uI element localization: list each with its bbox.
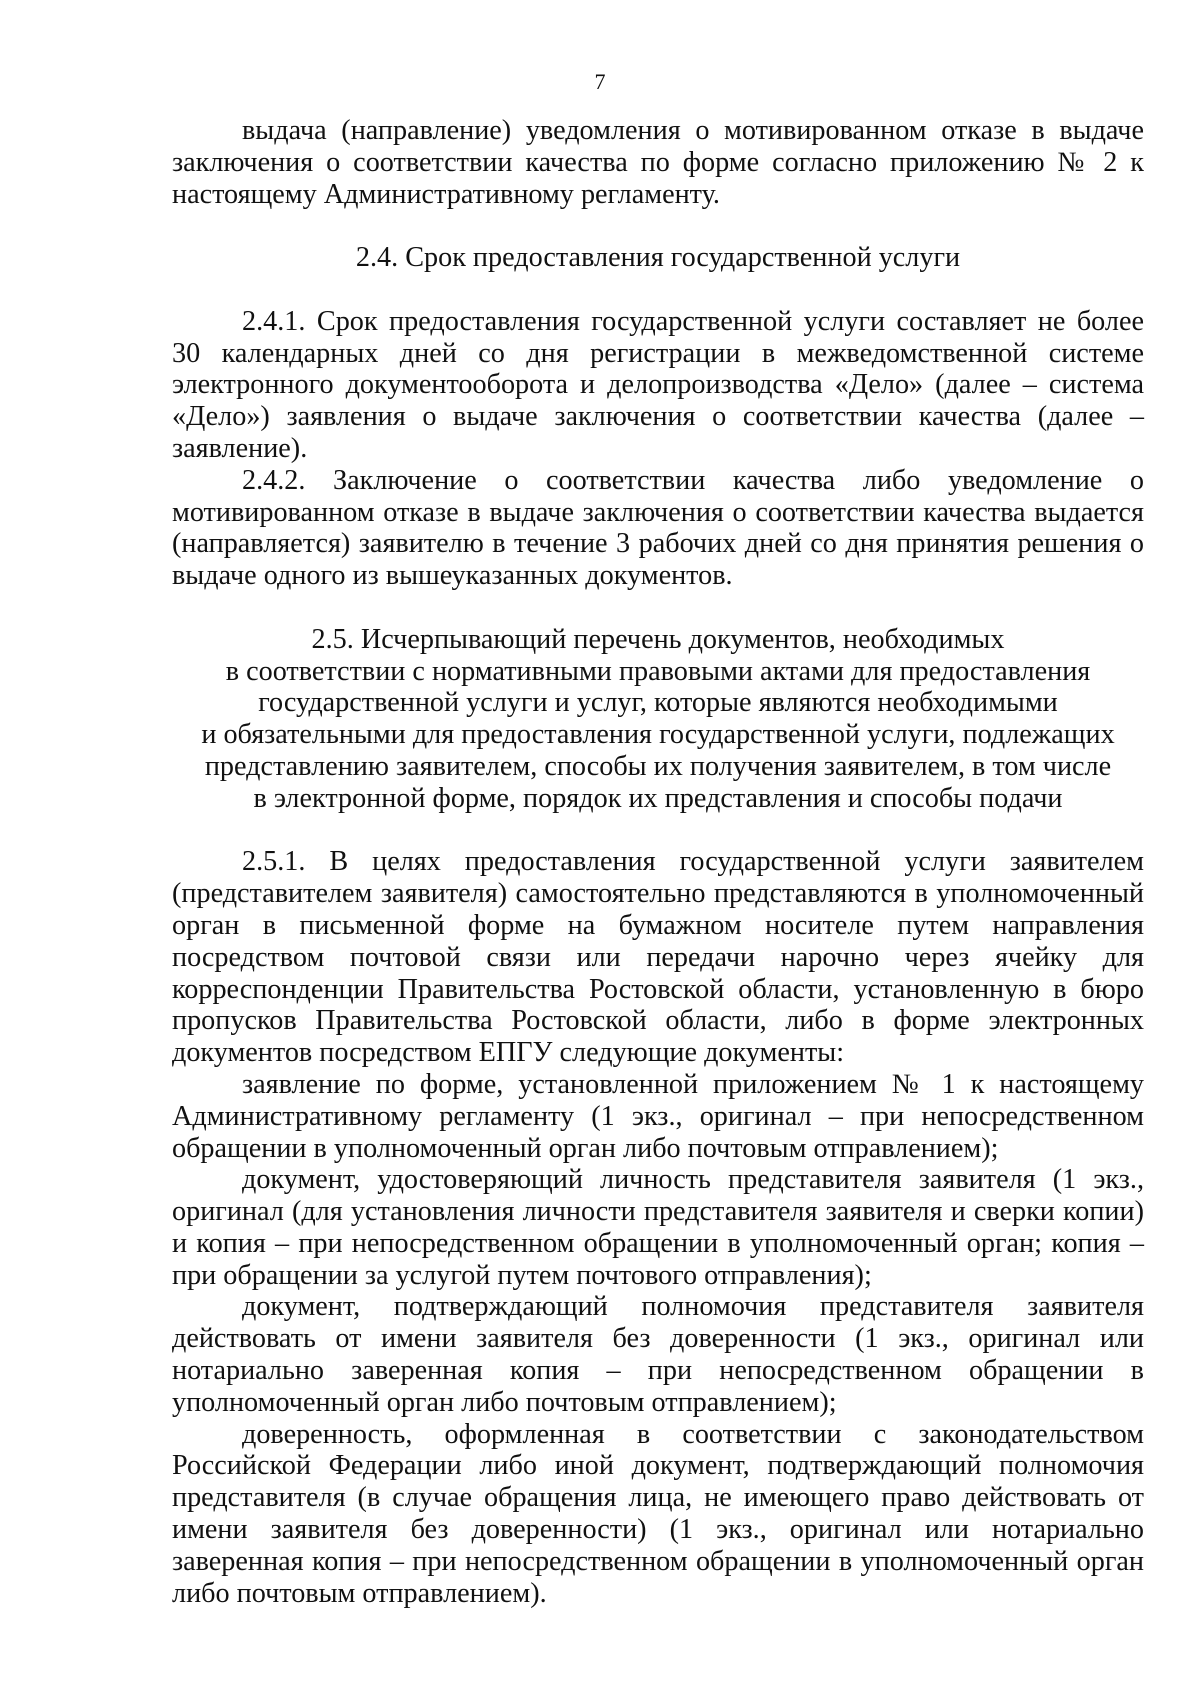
paragraph-refusal-notice: выдача (направление) уведомления о мотивированном отказе в выдаче заключения о соответствии качества по форме согласно приложению № 2 к настоящему Административному регламенту. [172, 115, 1144, 210]
spacer [172, 274, 1144, 306]
heading-line: представлению заявителем, способы их получения заявителем, в том числе [204, 750, 1112, 782]
paragraph-2-5-1: 2.5.1. В целях предоставления государственной услуги заявителем (представителем заявителя) самостоятельно представляются в уполномоченный орган в письменной форме на бумажном носителе путем направления посредством почтовой связи или передачи нарочно через ячейку для корреспонденции Правительства Ростовской области, установленную в бюро пропусков Правительства Ростовской области, либо в форме электронных документов посредством ЕПГУ следующие документы: [172, 846, 1144, 1069]
heading-line: государственной услуги и услуг, которые являются необходимыми [258, 687, 1058, 719]
heading-line: в соответствии с нормативными правовыми актами для предоставления [225, 655, 1091, 687]
heading-line: 2.5. Исчерпывающий перечень документов, необходимых [311, 623, 1005, 655]
paragraph-2-4-2: 2.4.2. Заключение о соответствии качества либо уведомление о мотивированном отказе в выдаче заключения о соответствии качества выдается (направляется) заявителю в течение 3 рабочих дней со дня принятия решения о выдаче одного из вышеуказанных документов. [172, 464, 1144, 592]
spacer [172, 210, 1144, 242]
list-item-application: заявление по форме, установленной приложением № 1 к настоящему Административному регламенту (1 экз., оригинал – при непосредственном обращении в уполномоченный орган либо почтовым отправлением); [172, 1068, 1144, 1164]
heading-line: и обязательными для предоставления государственной услуги, подлежащих [201, 719, 1115, 751]
list-item-authority-document: документ, подтверждающий полномочия представителя заявителя действовать от имени заявителя без доверенности (1 экз., оригинал или нотариально заверенная копия – при непосредственном обращении в уполномоченный орган либо почтовым отправлением); [172, 1291, 1144, 1418]
spacer [172, 592, 1144, 624]
section-heading-2-5 [172, 624, 1144, 815]
list-item-power-of-attorney: доверенность, оформленная в соответствии с законодательством Российской Федерации либо иной документ, подтверждающий полномочия представителя (в случае обращения лица, не имеющего право действовать от имени заявителя без доверенности) (1 экз., оригинал или нотариально заверенная копия – при непосредственном обращении в уполномоченный орган либо почтовым отправлением). [172, 1418, 1144, 1609]
paragraph-2-4-1: 2.4.1. Срок предоставления государственной услуги составляет не более 30 календарных дней со дня регистрации в межведомственной системе электронного документооборота и делопроизводства «Дело» (далее – система «Дело») заявления о выдаче заключения о соответствии качества (далее – заявление). [172, 305, 1144, 464]
heading-line: 2.4. Срок предоставления государственной услуги [355, 242, 961, 274]
document-body [172, 115, 1144, 1609]
page-number: 7 [594, 69, 606, 94]
list-item-identity-document: документ, удостоверяющий личность представителя заявителя (1 экз., оригинал (для установления личности представителя заявителя и сверки копии) и копия – при непосредственном обращении в уполномоченный орган; копия – при обращении за услугой путем почтового отправления); [172, 1164, 1144, 1291]
section-heading-2-4 [172, 242, 1144, 274]
spacer [172, 815, 1144, 847]
heading-line: в электронной форме, порядок их представления и способы подачи [253, 782, 1063, 814]
